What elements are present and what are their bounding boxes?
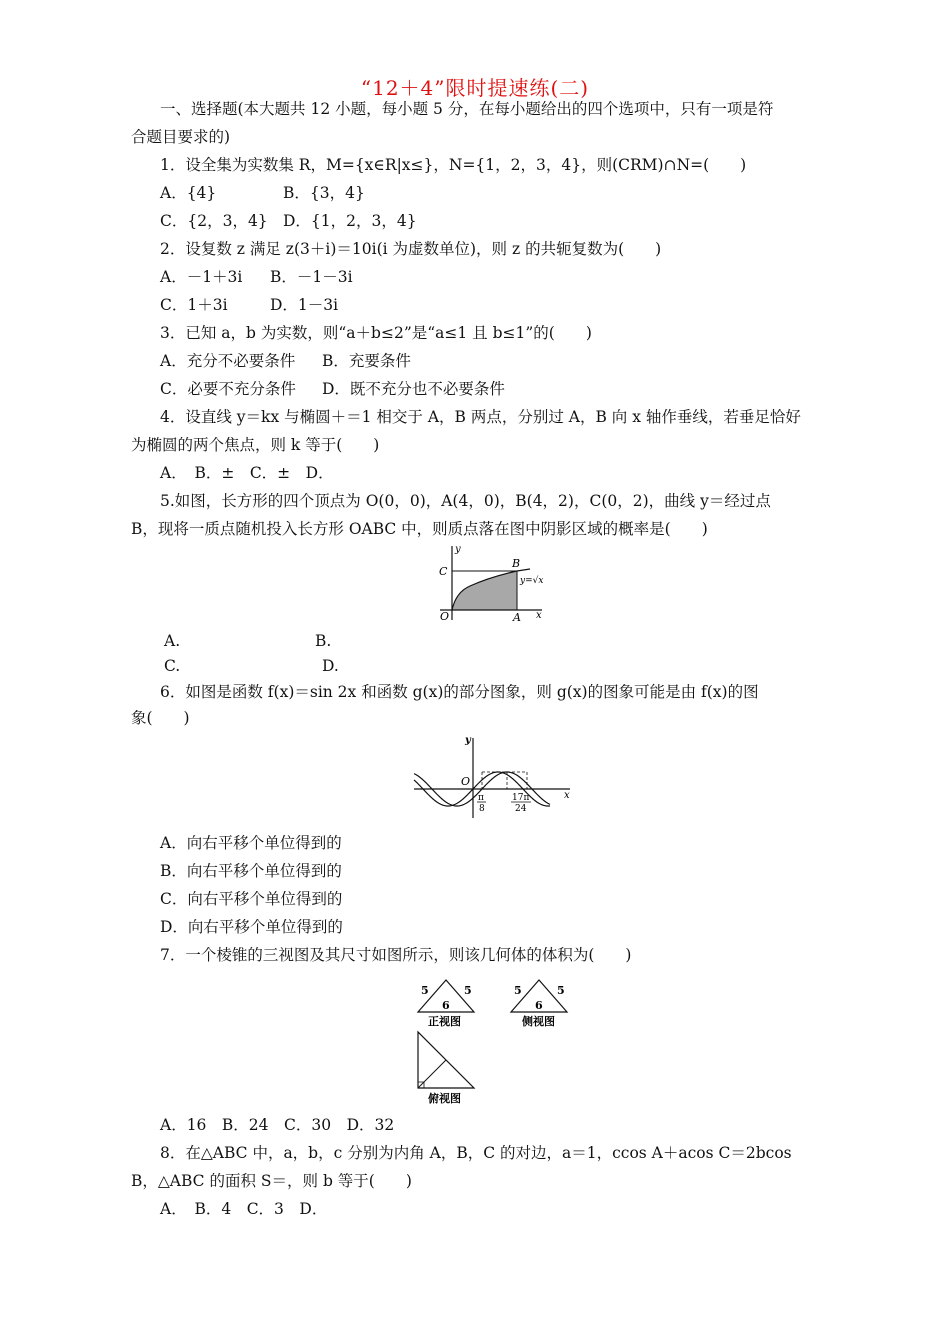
q1-option-d: D．{1，2，3，4} [283, 212, 417, 230]
q5-option-b: B. [315, 632, 332, 650]
label-o: O [461, 775, 471, 788]
q4-stem-cont: 为椭圆的两个焦点，则 k 等于( ) [131, 436, 380, 454]
q7-stem: 7．一个棱锥的三视图及其尺寸如图所示，则该几何体的体积为( ) [160, 946, 632, 964]
label-a: A [513, 611, 521, 622]
side-side-5-right: 5 [557, 984, 565, 997]
q1-option-c: C．{2，3，4} [160, 212, 268, 230]
q6-option-d: D．向右平移个单位得到的 [160, 918, 343, 936]
q6-stem: 6．如图是函数 f(x)＝sin 2x 和函数 g(x)的部分图象，则 g(x)的图象可能是由 f(x)的图 [160, 683, 759, 701]
q2-option-a: A．－1＋3i [160, 268, 243, 286]
q6-option-a: A．向右平移个单位得到的 [160, 834, 342, 852]
q3-option-c: C．必要不充分条件 [160, 380, 296, 398]
q5-figure [430, 542, 550, 622]
q8-stem: 8．在△ABC 中，a，b，c 分别为内角 A，B，C 的对边，a＝1，ccos A＋acos C＝2bcos [160, 1144, 792, 1162]
label-y: y [455, 544, 461, 555]
q2-option-b: B．－1－3i [270, 268, 353, 286]
q4-options: A． B．± C．± D． [160, 464, 334, 482]
q1-option-b: B．{3，4} [283, 184, 365, 202]
q6-option-c: C．向右平移个单位得到的 [160, 890, 343, 908]
tick-den-24: 24 [515, 804, 527, 814]
side-base-6: 6 [535, 999, 543, 1012]
q1-option-a: A．{4} [160, 184, 217, 202]
q7-three-views [408, 972, 583, 1108]
label-x: x [564, 790, 570, 801]
q2-stem: 2．设复数 z 满足 z(3＋i)＝10i(i 为虚数单位)，则 z 的共轭复数为( ) [160, 240, 662, 258]
tick-den-8: 8 [479, 804, 485, 814]
q5-option-a: A. [164, 632, 181, 650]
q1-stem: 1．设全集为实数集 R，M={x∈R|x≤}，N={1，2，3，4}，则(CRM)∩N=( ) [160, 156, 747, 174]
side-side-5-left: 5 [514, 984, 522, 997]
q3-option-a: A．充分不必要条件 [160, 352, 296, 370]
front-side-5-right: 5 [464, 984, 472, 997]
q6-option-b: B．向右平移个单位得到的 [160, 862, 342, 880]
tick-17pi: 17π [512, 793, 530, 803]
q8-stem-cont: B，△ABC 的面积 S＝，则 b 等于( ) [131, 1172, 412, 1190]
q4-stem: 4．设直线 y＝kx 与椭圆＋＝1 相交于 A，B 两点，分别过 A，B 向 x 轴作垂线，若垂足恰好 [160, 408, 801, 426]
q5-option-c: C. [164, 657, 181, 675]
front-side-5-left: 5 [421, 984, 429, 997]
label-o: O [440, 610, 450, 622]
q3-option-d: D．既不充分也不必要条件 [322, 380, 505, 398]
q2-option-c: C．1＋3i [160, 296, 228, 314]
q3-option-b: B．充要条件 [322, 352, 411, 370]
q8-options: A． B．4 C．3 D． [160, 1200, 328, 1218]
shaded-region [452, 571, 517, 610]
q6-graph [410, 732, 575, 822]
q6-stem-cont: 象( ) [131, 709, 190, 727]
front-view-label: 正视图 [428, 1015, 461, 1028]
label-y: y [465, 735, 471, 746]
q5-stem-cont: B，现将一质点随机投入长方形 OABC 中，则质点落在图中阴影区域的概率是( ) [131, 520, 708, 538]
side-view-label: 侧视图 [522, 1015, 555, 1028]
label-c: C [439, 565, 448, 578]
top-view-label: 俯视图 [428, 1092, 461, 1105]
q5-option-d: D. [322, 657, 339, 675]
q6-figure [410, 732, 575, 822]
label-b: B [512, 557, 521, 570]
q3-stem: 3．已知 a，b 为实数，则“a＋b≤2”是“a≤1 且 b≤1”的( ) [160, 324, 592, 342]
q7-figure [408, 972, 583, 1108]
curve-label: y=√x [520, 576, 544, 586]
front-base-6: 6 [442, 999, 450, 1012]
q5-graph [430, 542, 550, 622]
label-x: x [536, 610, 542, 621]
section-heading: 一、选择题(本大题共 12 小题，每小题 5 分，在每小题给出的四个选项中，只有一项是符 [160, 100, 774, 118]
top-view-inner-line [418, 1060, 446, 1088]
q7-options: A．16 B．24 C．30 D．32 [160, 1116, 395, 1134]
tick-pi: π [478, 793, 484, 803]
q5-stem: 5.如图，长方形的四个顶点为 O(0，0)，A(4，0)，B(4，2)，C(0，2)，曲线 y＝经过点 [160, 492, 771, 510]
page-title: “12＋4”限时提速练(二) [360, 76, 590, 100]
q2-option-d: D．1－3i [270, 296, 339, 314]
section-heading-cont: 合题目要求的) [131, 128, 231, 146]
